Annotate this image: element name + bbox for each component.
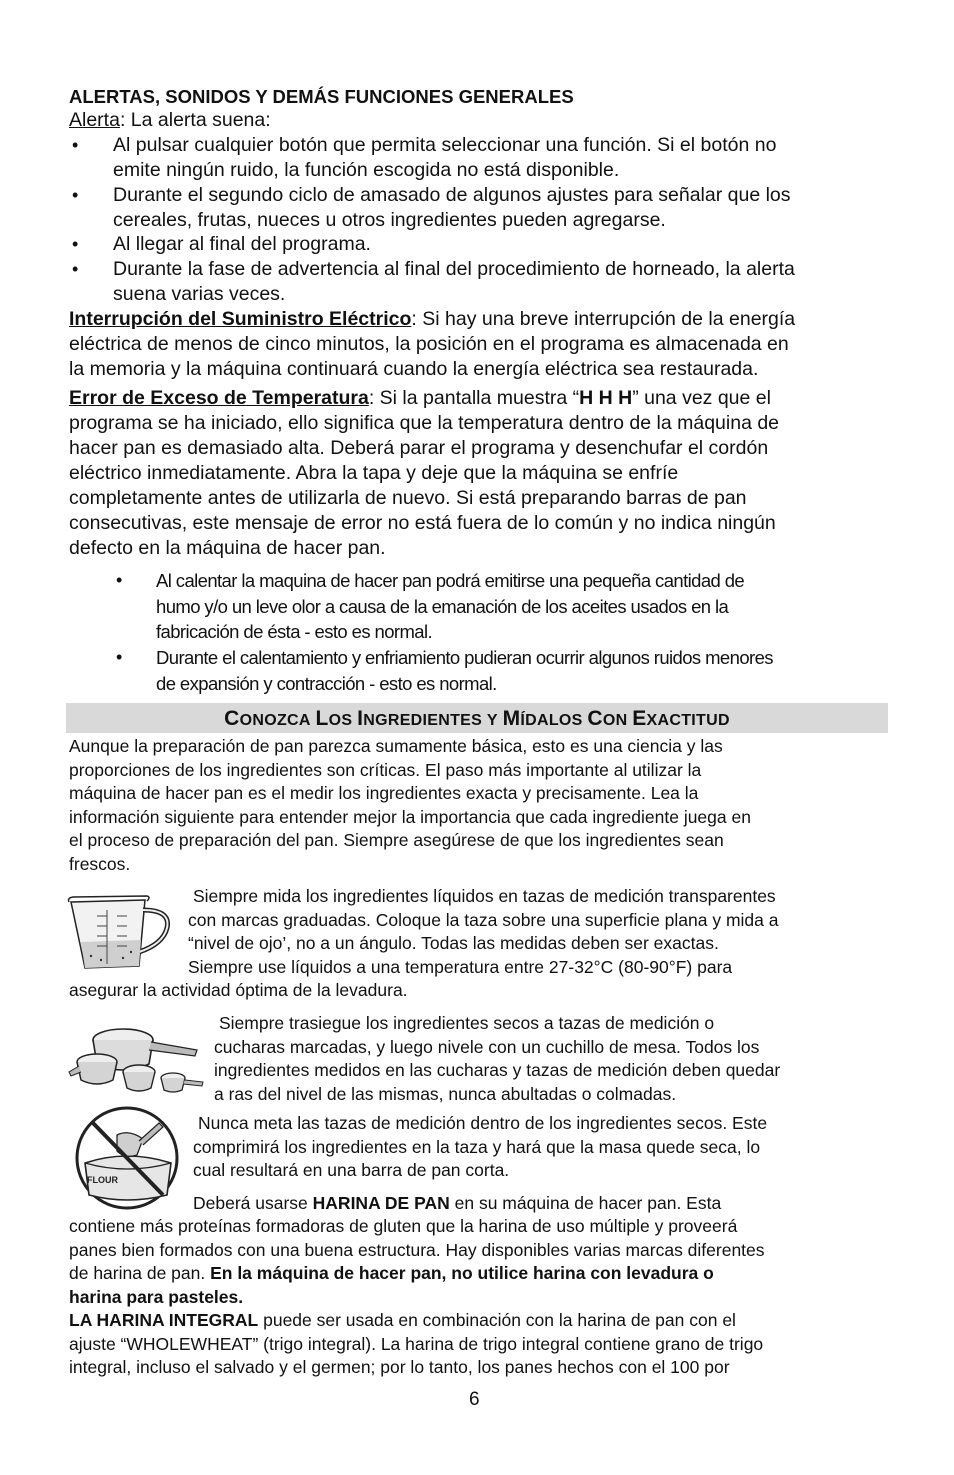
list-item <box>156 568 744 645</box>
power-interruption-label: Interrupción del Suministro Eléctrico <box>69 308 412 330</box>
paragraph-line: eléctrico inmediatamente. Abra la tapa y deje que la máquina se enfríe <box>69 462 679 484</box>
paragraph-line: Siempre mida los ingredientes líquidos en tazas de medición transparentes <box>193 886 776 906</box>
paragraph-line: hacer pan es demasiado alta. Deberá parar el programa y desenchufar el cordón <box>69 437 769 459</box>
warning-text: En la máquina de hacer pan, no utilice harina con levadura o <box>210 1263 714 1283</box>
paragraph-line: Siempre trasiegue los ingredientes secos a tazas de medición o <box>219 1013 715 1033</box>
bread-flour-term: HARINA DE PAN <box>312 1193 450 1213</box>
paragraph-text: : Si la pantalla muestra “ <box>368 387 580 409</box>
paragraph-line: máquina de hacer pan es el medir los ingredientes exacta y precisamente. Lea la <box>69 783 699 803</box>
paragraph-line: “nivel de ojo’, no a un ángulo. Todas las medidas deben ser exactas. <box>188 933 719 953</box>
dry-paragraph <box>214 1012 780 1106</box>
paragraph-line: con marcas graduadas. Coloque la taza sobre una superficie plana y mida a <box>188 909 779 930</box>
list-item-line: Durante el calentamiento y enfriamiento pudieran ocurrir algunos ruidos menores <box>156 647 773 668</box>
paragraph-text: Deberá usarse <box>193 1193 313 1213</box>
bullet-icon: • <box>72 259 79 279</box>
bullet-icon: • <box>72 234 79 254</box>
paragraph-line: ajuste “WHOLEWHEAT” (trigo integral). La harina de trigo integral contiene grano de trigo <box>69 1333 764 1354</box>
section-title-band <box>66 703 888 733</box>
paragraph-line: defecto en la máquina de hacer pan. <box>69 537 386 559</box>
alerts-heading: ALERTAS, SONIDOS Y DEMÁS FUNCIONES GENERALES <box>69 86 574 107</box>
list-item-line: Al pulsar cualquier botón que permita seleccionar una función. Si el botón no <box>113 134 777 156</box>
title-cap: C <box>224 707 240 730</box>
paragraph-line: eléctrica de menos de cinco minutos, la posición en el programa es almacenada en <box>69 333 789 355</box>
bread-flour-paragraph <box>69 1215 765 1380</box>
title-rest: XACTITUD <box>646 712 730 729</box>
paragraph-line: : Si hay una breve interrupción de la energía <box>411 308 796 330</box>
paragraph-line: ingredientes medidos en las cucharas y tazas de medición deben quedar <box>214 1060 781 1080</box>
paragraph-line: programa se ha iniciado, ello significa que la temperatura dentro de la máquina de <box>69 412 780 434</box>
paragraph-line: información siguiente para entender mejor la importancia que cada ingrediente juega en <box>69 806 751 827</box>
power-interruption-paragraph <box>69 307 795 382</box>
title-cap: I <box>357 707 364 730</box>
paragraph-line: Nunca meta las tazas de medición dentro de los ingredientes secos. Este <box>198 1113 768 1133</box>
paragraph-line: el proceso de preparación del pan. Siempre asegúrese de que los ingredientes sean <box>69 830 724 850</box>
liquid-measuring-cup-icon <box>67 892 177 974</box>
flour-label: FLOUR <box>87 1175 118 1185</box>
no-scoop-flour-icon <box>67 1105 189 1211</box>
list-item-line: suena varias veces. <box>113 283 286 305</box>
alert-text: : La alerta suena: <box>119 109 271 131</box>
paragraph-text: puede ser usada en combinación con la harina de pan con el <box>258 1310 736 1330</box>
list-item-line: Durante la fase de advertencia al final del procedimiento de horneado, la alerta <box>113 258 795 280</box>
list-item <box>113 257 795 307</box>
paragraph-line: cual resultará en una barra de pan corta. <box>193 1160 510 1180</box>
paragraph-line: cucharas marcadas, y luego nivele con un cuchillo de mesa. Todos los <box>214 1036 760 1057</box>
title-rest: Y <box>486 712 498 729</box>
list-item <box>113 133 776 183</box>
list-item-line: Al llegar al final del programa. <box>113 233 371 255</box>
whole-wheat-term: LA HARINA INTEGRAL <box>69 1310 259 1330</box>
paragraph-line: consecutivas, este mensaje de error no está fuera de lo común y no indica ningún <box>69 512 776 534</box>
title-cap: M <box>502 707 521 730</box>
bullet-icon: • <box>72 135 79 155</box>
list-item-line: Durante el segundo ciclo de amasado de algunos ajustes para señalar que los <box>113 184 791 206</box>
paragraph-line: completamente antes de utilizarla de nuevo. Si está preparando barras de pan <box>69 487 747 509</box>
paragraph-line: panes bien formados con una buena estructura. Hay disponibles varias marcas diferentes <box>69 1239 765 1260</box>
title-cap: C <box>587 707 603 730</box>
never-paragraph <box>193 1112 767 1183</box>
paragraph-line: proporciones de los ingredientes son críticas. El paso más importante al utilizar la <box>69 759 702 780</box>
warning-text: harina para pasteles. <box>69 1286 244 1307</box>
dry-measuring-cups-icon <box>67 1020 207 1096</box>
list-item <box>113 183 791 233</box>
alert-intro <box>69 108 271 133</box>
list-item <box>156 645 773 696</box>
paragraph-line: a ras del nivel de las mismas, nunca abultadas o colmadas. <box>214 1083 677 1104</box>
paragraph-line: frescos. <box>69 853 131 874</box>
list-item-line: de expansión y contracción - esto es normal. <box>156 672 497 694</box>
liquids-paragraph <box>188 885 779 979</box>
title-rest: ON <box>602 712 628 729</box>
overheat-paragraph <box>69 386 779 561</box>
list-item-line: humo y/o un leve olor a causa de la emanación de los aceites usados en la <box>156 595 729 617</box>
bullet-icon: • <box>116 647 123 667</box>
list-item-line: fabricación de ésta - esto es normal. <box>156 621 433 642</box>
title-cap: E <box>632 707 647 730</box>
title-cap: L <box>315 707 329 730</box>
title-rest: ONOZCA <box>239 712 311 729</box>
alert-label: Alerta <box>69 109 120 131</box>
list-item-line: emite ningún ruido, la función escogida no está disponible. <box>113 159 620 181</box>
paragraph-line: asegurar la actividad óptima de la levadura. <box>69 980 408 1000</box>
paragraph-line: integral, incluso el salvado y el germen; por lo tanto, los panes hechos con el 100 por <box>69 1357 730 1377</box>
title-rest: NGREDIENTES <box>363 712 483 729</box>
list-item <box>113 232 371 257</box>
section-title <box>224 707 730 730</box>
error-code: H H H <box>579 387 633 409</box>
paragraph-line: Aunque la preparación de pan parezca sumamente básica, esto es una ciencia y las <box>69 736 723 756</box>
paragraph-text: de harina de pan. <box>69 1263 211 1283</box>
title-rest: ÍDALOS <box>520 712 583 729</box>
bullet-icon: • <box>72 185 79 205</box>
page-number: 6 <box>469 1389 480 1410</box>
intro-paragraph <box>69 735 751 876</box>
title-rest: OS <box>328 712 353 729</box>
list-item-line: cereales, frutas, nueces u otros ingredientes pueden agregarse. <box>113 209 666 231</box>
paragraph-line: la memoria y la máquina continuará cuando la energía eléctrica sea restaurada. <box>69 358 759 380</box>
paragraph-line: Siempre use líquidos a una temperatura entre 27-32°C (80-90°F) para <box>188 956 733 977</box>
paragraph-line: contiene más proteínas formadoras de gluten que la harina de uso múltiple y proveerá <box>69 1216 738 1236</box>
paragraph-line: comprimirá los ingredientes en la taza y hará que la masa quede seca, lo <box>193 1136 761 1157</box>
bread-flour-first-line <box>193 1192 721 1216</box>
list-item-line: Al calentar la maquina de hacer pan podrá emitirse una pequeña cantidad de <box>156 570 745 591</box>
bullet-icon: • <box>116 570 123 590</box>
paragraph-text: en su máquina de hacer pan. Esta <box>449 1193 722 1213</box>
paragraph-text: ” una vez que el <box>632 387 771 409</box>
overheat-label: Error de Exceso de Temperatura <box>69 387 369 409</box>
